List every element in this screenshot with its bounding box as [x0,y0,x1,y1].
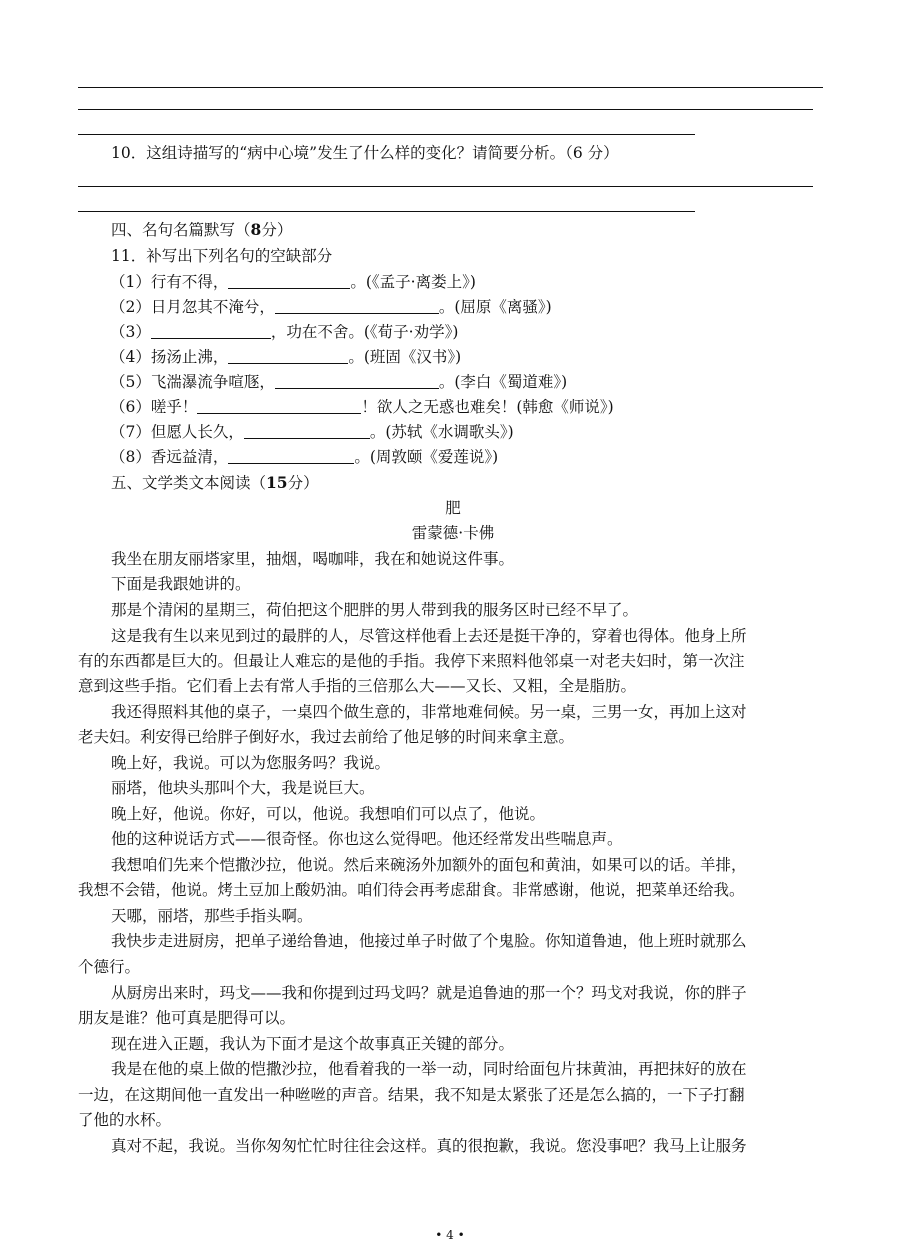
story-line: 我想不会错，他说。烤土豆加上酸奶油。咱们待会再考虑甜食。非常感谢，他说，把菜单还给我。 [78,881,745,899]
story-line: 这是我有生以来见到过的最胖的人，尽管这样他看上去还是挺干净的，穿着也得体。他身上所 [111,627,747,645]
story-line: 我是在他的桌上做的恺撒沙拉，他看着我的一举一动，同时给面包片抹黄油，再把抹好的放在 [111,1060,747,1078]
fill-item-8: （8）香远益清， 。(周敦颐《爱莲说》) [110,448,499,466]
answer-line [78,109,813,110]
fill-item-7: （7）但愿人长久， 。(苏轼《水调歌头》) [110,423,514,441]
section-5-heading: 五、文学类文本阅读（15分） [111,473,319,492]
story-line: 老夫妇。利安得已给胖子倒好水，我过去前给了他足够的时间来拿主意。 [78,728,575,746]
story-line: 我想咱们先来个恺撒沙拉，他说。然后来碗汤外加额外的面包和黄油，如果可以的话。羊排， [111,856,747,874]
story-title: 肥 [445,499,461,517]
fill-item-6: （6）嗟乎！ ！欲人之无惑也难矣！(韩愈《师说》) [110,398,614,416]
answer-line [78,134,695,135]
answer-line [78,211,695,212]
fill-blank[interactable] [275,298,439,314]
answer-line [78,87,823,88]
story-author: 雷蒙德·卡佛 [411,524,495,542]
fill-blank[interactable] [228,448,354,464]
fill-blank[interactable] [228,348,348,364]
story-line: 那是个清闲的星期三，荷伯把这个肥胖的男人带到我的服务区时已经不早了。 [111,601,639,619]
question-11: 11．补写出下列名句的空缺部分 [111,247,333,265]
story-line: 了他的水杯。 [78,1111,172,1129]
fill-item-2: （2）日月忽其不淹兮， 。(屈原《离骚》) [110,298,552,316]
fill-blank[interactable] [151,323,271,339]
story-line: 有的东西都是巨大的。但最让人难忘的是他的手指。我停下来照料他邻桌一对老夫妇时，第一次注 [78,652,745,670]
story-line: 我坐在朋友丽塔家里，抽烟，喝咖啡，我在和她说这件事。 [111,550,515,568]
story-line: 他的这种说话方式——很奇怪。你也这么觉得吧。他还经常发出些喘息声。 [111,830,623,848]
story-line: 我快步走进厨房，把单子递给鲁迪，他接过单子时做了个鬼脸。你知道鲁迪，他上班时就那么 [111,932,747,950]
story-line: 下面是我跟她讲的。 [111,575,251,593]
story-line: 现在进入正题，我认为下面才是这个故事真正关键的部分。 [111,1035,515,1053]
story-line: 朋友是谁？他可真是肥得可以。 [78,1009,296,1027]
fill-item-4: （4）扬汤止沸， 。(班固《汉书》) [110,348,462,366]
story-line: 个德行。 [78,958,141,976]
story-line: 真对不起，我说。当你匆匆忙忙时往往会这样。真的很抱歉，我说。您没事吧？我马上让服务 [111,1137,747,1155]
question-10: 10．这组诗描写的“病中心境”发生了什么样的变化？请简要分析。（6 分） [111,144,619,162]
fill-blank[interactable] [197,398,361,414]
answer-line [78,186,813,187]
fill-item-1: （1）行有不得， 。(《孟子·离娄上》) [110,273,476,291]
story-line: 晚上好，他说。你好，可以，他说。我想咱们可以点了，他说。 [111,805,546,823]
story-line: 意到这些手指。它们看上去有常人手指的三倍那么大——又长、又粗，全是脂肪。 [78,677,637,695]
fill-blank[interactable] [228,273,350,289]
story-line: 从厨房出来时，玛戈——我和你提到过玛戈吗？就是追鲁迪的那一个？玛戈对我说，你的胖子 [111,984,747,1002]
fill-blank[interactable] [275,373,439,389]
fill-blank[interactable] [244,423,370,439]
story-line: 我还得照料其他的桌子，一桌四个做生意的，非常地难伺候。另一桌，三男一女，再加上这对 [111,703,747,721]
fill-item-3: （3） ，功在不舍。(《荀子·劝学》) [110,323,459,341]
story-line: 晚上好，我说。可以为您服务吗？我说。 [111,754,391,772]
page-number: • 4 • [435,1228,465,1242]
fill-item-5: （5）飞湍瀑流争喧豗， 。(李白《蜀道难》) [110,373,568,391]
section-4-heading: 四、名句名篇默写（8分） [111,220,293,239]
story-line: 丽塔，他块头那叫个大，我是说巨大。 [111,779,375,797]
story-line: 一边，在这期间他一直发出一种咝咝的声音。结果，我不知是太紧张了还是怎么搞的，一下子打翻 [78,1086,745,1104]
story-line: 天哪，丽塔，那些手指头啊。 [111,907,313,925]
